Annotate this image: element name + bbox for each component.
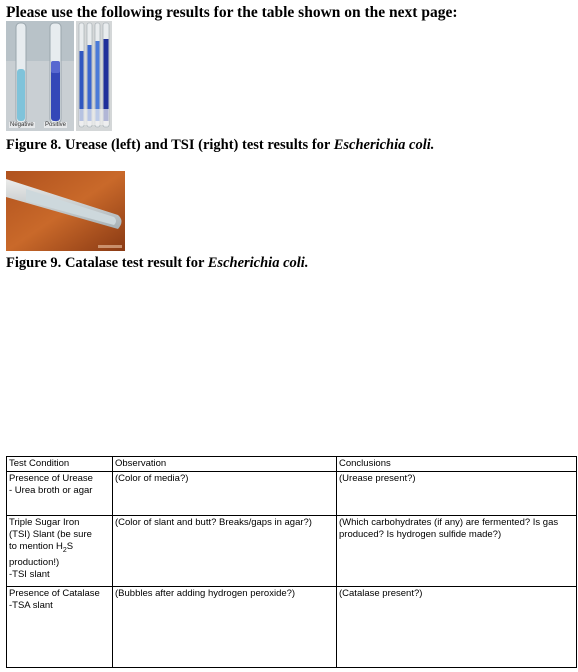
condition-line <box>9 541 110 557</box>
catalase-test-photo <box>6 171 125 251</box>
figure-9-label: Figure 9. <box>6 255 62 271</box>
condition-text: to mention H <box>9 541 63 553</box>
figure-9-organism: Escherichia coli. <box>207 255 309 271</box>
condition-line: - Urea broth or agar <box>9 485 93 497</box>
header-observation: Observation <box>113 457 337 472</box>
condition-line: Presence of Urease <box>9 473 93 485</box>
figure-8-label: Figure 8. <box>6 137 62 153</box>
condition-line: -TSI slant <box>9 569 50 581</box>
tsi-tubes-illustration <box>76 21 112 131</box>
urease-test-photo <box>6 21 74 131</box>
figure-8-caption <box>6 137 434 154</box>
condition-line: -TSA slant <box>9 600 53 612</box>
condition-line: (TSI) Slant (be sure <box>9 529 92 541</box>
urease-tubes-illustration <box>6 21 74 131</box>
catalase-condition-cell <box>7 587 113 668</box>
catalase-conclusion-cell[interactable]: (Catalase present?) <box>337 587 577 668</box>
tsi-conclusion-cell[interactable]: (Which carbohydrates (if any) are fermented? Is gas produced? Is hydrogen sulfide made?) <box>337 516 577 587</box>
condition-line: production!) <box>9 557 60 569</box>
urease-condition-cell <box>7 472 113 516</box>
catalase-slant-illustration <box>6 171 125 251</box>
subscript-2: 2 <box>62 547 67 555</box>
tsi-condition-cell <box>7 516 113 587</box>
results-table <box>6 456 577 668</box>
negative-label: Negative <box>10 122 34 128</box>
figure-8-organism: Escherichia coli. <box>333 137 435 153</box>
condition-text: S <box>66 541 74 553</box>
urease-observation-cell[interactable]: (Color of media?) <box>113 472 337 516</box>
figure-9-text: Catalase test result for <box>64 255 205 271</box>
condition-line: Triple Sugar Iron <box>9 517 80 529</box>
table-header-row <box>7 457 577 472</box>
catalase-observation-cell[interactable]: (Bubbles after adding hydrogen peroxide?) <box>113 587 337 668</box>
header-conclusions: Conclusions <box>337 457 577 472</box>
table-row <box>7 587 577 668</box>
table-row <box>7 516 577 587</box>
figure-8-text: Urease (left) and TSI (right) test results for <box>64 137 331 153</box>
tsi-test-photo <box>76 21 112 131</box>
header-test-condition: Test Condition <box>7 457 113 472</box>
tsi-observation-cell[interactable]: (Color of slant and butt? Breaks/gaps in agar?) <box>113 516 337 587</box>
page-heading: Please use the following results for the table shown on the next page: <box>6 4 458 21</box>
figure-9-caption <box>6 255 308 272</box>
urease-conclusion-cell[interactable]: (Urease present?) <box>337 472 577 516</box>
condition-line: Presence of Catalase <box>9 588 100 600</box>
positive-label: Positive <box>45 122 67 128</box>
table-row <box>7 472 577 516</box>
